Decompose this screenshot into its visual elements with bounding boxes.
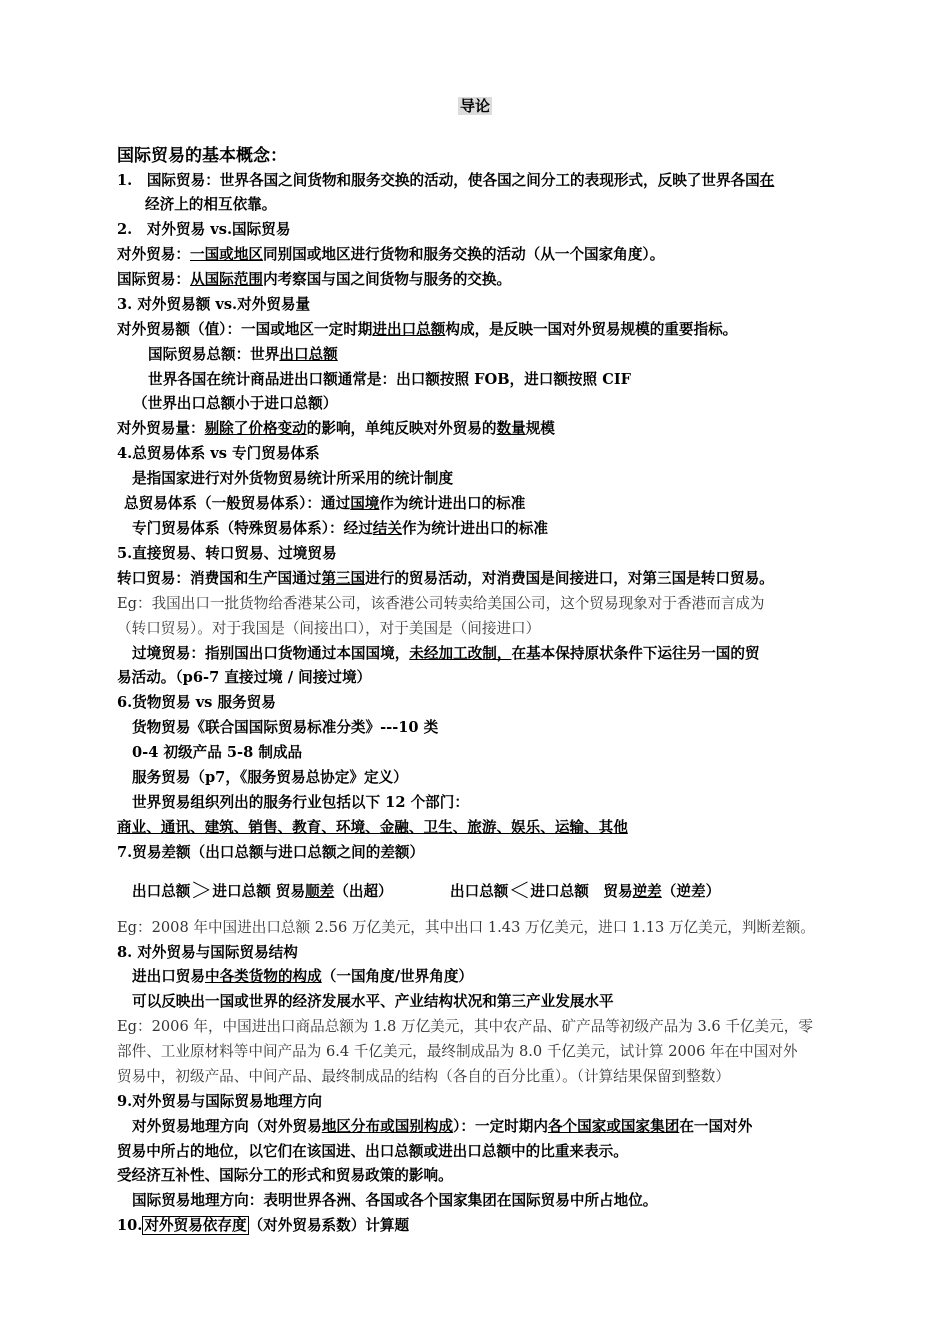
- boxed-term: 对外贸易依存度: [144, 1217, 247, 1234]
- line-31: 8. 对外贸易与国际贸易结构: [117, 944, 298, 961]
- line-5: 国际贸易：从国际范围内考察国与国之间货物与服务的交换。: [117, 271, 512, 288]
- line-35: 部件、工业原材料等中间产品为 6.4 千亿美元，最终制成品为 8.0 千亿美元，试计算 2006 年在中国对外: [117, 1043, 798, 1060]
- page-title: 导论: [459, 97, 490, 115]
- line-23: 货物贸易《联合国国际贸易标准分类》---10 类: [132, 719, 439, 736]
- line-14: 总贸易体系（一般贸易体系）：通过国境作为统计进出口的标准: [124, 495, 526, 512]
- line-20: 过境贸易：指别国出口货物通过本国国境，未经加工改制，在基本保持原状条件下运往另一国的贸: [132, 645, 760, 662]
- line-1: 1. 国际贸易：世界各国之间货物和服务交换的活动，使各国之间分工的表现形式，反映了世界各国在: [117, 172, 775, 189]
- line-39: 贸易中所占的地位，以它们在该国进、出口总额或进出口总额中的比重来表示。: [117, 1143, 628, 1160]
- line-40: 受经济互补性、国际分工的形式和贸易政策的影响。: [117, 1167, 453, 1184]
- line-10: （世界出口总额小于进口总额）: [133, 395, 338, 412]
- line-9: 世界各国在统计商品进出口额通常是：出口额按照 FOB，进口额按照 CIF: [148, 371, 632, 388]
- line-26: 世界贸易组织列出的服务行业包括以下 12 个部门：: [132, 794, 469, 811]
- line-38: 对外贸易地理方向（对外贸易地区分布或国别构成）：一定时期内各个国家或国家集团在一国对外: [132, 1118, 753, 1135]
- line-3: 2. 对外贸易 vs.国际贸易: [117, 221, 291, 238]
- line-7: 对外贸易额（值）：一国或地区一定时期进出口总额构成，是反映一国对外贸易规模的重要指标。: [117, 321, 738, 338]
- line-19: （转口贸易）。对于我国是（间接出口），对于美国是（间接进口）: [117, 620, 541, 637]
- line-34: Eg：2006 年，中国进出口商品总额为 1.8 万亿美元，其中农产品、矿产品等初级产品为 3.6 千亿美元，零: [117, 1018, 813, 1035]
- line-29-surplus: 出口总额＞进口总额 贸易顺差（出超）: [132, 879, 393, 904]
- line-25: 服务贸易（p7，《服务贸易总协定》定义）: [132, 769, 408, 786]
- line-42: 10. 对外贸易依存度 （对外贸易系数）计算题: [117, 1217, 410, 1234]
- line-24: 0-4 初级产品 5-8 制成品: [132, 744, 303, 761]
- line-18: Eg：我国出口一批货物给香港某公司，该香港公司转卖给美国公司，这个贸易现象对于香港而言成为: [117, 595, 765, 612]
- less-than-symbol: ＜: [508, 879, 531, 904]
- line-32: 进出口贸易中各类货物的构成（一国角度/世界角度）: [132, 968, 474, 985]
- line-33: 可以反映出一国或世界的经济发展水平、产业结构状况和第三产业发展水平: [132, 993, 614, 1010]
- line-16: 5.直接贸易、转口贸易、过境贸易: [117, 545, 337, 562]
- line-27: 商业、通讯、建筑、销售、教育、环境、金融、卫生、旅游、娱乐、运输、其他: [117, 819, 628, 836]
- section-heading: 国际贸易的基本概念：: [117, 146, 287, 166]
- line-21: 易活动。（p6-7 直接过境 / 间接过境）: [117, 669, 372, 686]
- line-6: 3. 对外贸易额 vs.对外贸易量: [117, 296, 311, 313]
- greater-than-symbol: ＞: [190, 879, 213, 904]
- line-22: 6.货物贸易 vs 服务贸易: [117, 694, 276, 711]
- line-36: 贸易中，初级产品、中间产品、最终制成品的结构（各自的百分比重）。（计算结果保留到整数）: [117, 1068, 730, 1085]
- line-8: 国际贸易总额：世界出口总额: [148, 346, 338, 363]
- line-28: 7.贸易差额（出口总额与进口总额之间的差额）: [117, 844, 425, 861]
- line-4: 对外贸易：一国或地区同别国或地区进行货物和服务交换的活动（从一个国家角度）。: [117, 246, 665, 263]
- line-15: 专门贸易体系（特殊贸易体系）：经过结关作为统计进出口的标准: [132, 520, 548, 537]
- line-13: 是指国家进行对外货物贸易统计所采用的统计制度: [132, 470, 454, 487]
- line-17: 转口贸易：消费国和生产国通过第三国进行的贸易活动，对消费国是间接进口，对第三国是转口贸易。: [117, 570, 774, 587]
- line-2: 经济上的相互依靠。: [145, 196, 277, 213]
- line-30: Eg：2008 年中国进出口总额 2.56 万亿美元，其中出口 1.43 万亿美元，进口 1.13 万亿美元，判断差额。: [117, 919, 815, 936]
- line-41: 国际贸易地理方向：表明世界各洲、各国或各个国家集团在国际贸易中所占地位。: [132, 1192, 658, 1209]
- line-11: 对外贸易量：剔除了价格变动的影响，单纯反映对外贸易的数量规模: [117, 420, 555, 437]
- line-12: 4.总贸易体系 vs 专门贸易体系: [117, 445, 320, 462]
- line-37: 9.对外贸易与国际贸易地理方向: [117, 1093, 322, 1110]
- line-29-deficit: 出口总额＜进口总额 贸易逆差（逆差）: [450, 879, 721, 904]
